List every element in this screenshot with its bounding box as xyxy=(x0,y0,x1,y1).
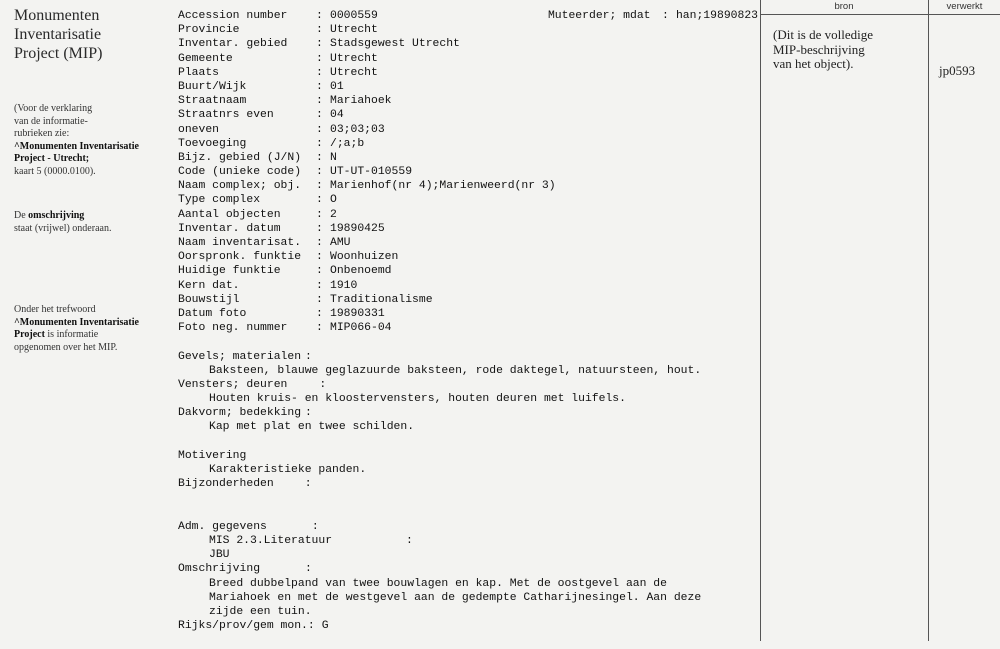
record-field-row xyxy=(178,108,758,122)
record-field-row xyxy=(178,208,758,222)
left-margin xyxy=(14,6,164,353)
field-separator: : xyxy=(316,80,323,93)
verwerkt-value: jp0593 xyxy=(939,63,976,78)
table-header-rule xyxy=(760,14,1000,15)
dakvorm-text: Kap met plat en twee schilden. xyxy=(209,421,415,434)
field-separator: : xyxy=(316,66,323,79)
table-divider-middle xyxy=(928,0,929,641)
table-divider-left xyxy=(760,0,761,641)
field-separator: : xyxy=(661,10,669,22)
mip-record xyxy=(178,9,758,633)
record-field-row xyxy=(178,151,758,165)
record-field-row xyxy=(178,321,758,335)
record-field-row xyxy=(178,222,758,236)
field-separator: : xyxy=(316,109,323,122)
record-fields xyxy=(178,9,758,335)
field-label: Gemeente xyxy=(178,52,233,65)
section-motivering: Motivering xyxy=(178,449,247,462)
section-vensters: Vensters; deuren : xyxy=(178,378,327,391)
field-value: 2 xyxy=(330,208,337,221)
mutation-info xyxy=(548,9,758,23)
field-label: Inventar. gebied xyxy=(178,38,288,51)
field-separator: : xyxy=(316,222,323,235)
field-separator: : xyxy=(316,293,323,306)
field-separator: : xyxy=(316,166,323,179)
section-dakvorm: Dakvorm; bedekking : xyxy=(178,407,312,420)
record-field-row xyxy=(178,66,758,80)
field-separator: : xyxy=(316,137,323,150)
field-value: O xyxy=(330,194,337,207)
field-value: Woonhuizen xyxy=(330,251,399,264)
field-value: Mariahoek xyxy=(330,95,392,108)
record-field-row xyxy=(178,23,758,37)
section-bijzonderheden: Bijzonderheden : xyxy=(178,478,312,491)
field-label: Naam complex; obj. xyxy=(178,180,302,193)
record-field-row xyxy=(178,179,758,193)
field-value: 1910 xyxy=(330,279,358,292)
field-separator: : xyxy=(316,265,323,278)
field-label: Provincie xyxy=(178,24,240,37)
record-field-row xyxy=(178,9,758,23)
omschrijving-line-1: Breed dubbelpand van twee bouwlagen en kap. Met de oostgevel aan de xyxy=(209,577,667,590)
field-separator: : xyxy=(316,208,323,221)
field-separator: : xyxy=(316,52,323,65)
field-separator: : xyxy=(316,38,323,51)
field-label: Straatnrs even xyxy=(178,109,274,122)
motivering-text: Karakteristieke panden. xyxy=(209,464,367,477)
record-field-row xyxy=(178,250,758,264)
field-value: N xyxy=(330,151,337,164)
field-label: Accession number xyxy=(178,10,288,22)
field-value: Utrecht xyxy=(330,52,378,65)
record-field-row xyxy=(178,37,758,51)
field-label: Bouwstijl xyxy=(178,293,240,306)
record-field-row xyxy=(178,193,758,207)
field-label: Straatnaam xyxy=(178,95,247,108)
field-separator: : xyxy=(316,151,323,164)
field-label: Type complex xyxy=(178,194,261,207)
record-field-row xyxy=(178,236,758,250)
bron-text: (Dit is de volledige MIP-beschrijving van het object). xyxy=(773,27,874,71)
field-separator: : xyxy=(316,279,323,292)
field-separator: : xyxy=(316,307,323,320)
field-value: 01 xyxy=(330,80,344,93)
record-field-row xyxy=(178,123,758,137)
field-value: Onbenoemd xyxy=(330,265,392,278)
field-value: 19890331 xyxy=(330,307,385,320)
record-field-row xyxy=(178,264,758,278)
section-rijks: Rijks/prov/gem mon.: G xyxy=(178,620,329,633)
field-label: Kern dat. xyxy=(178,279,240,292)
explanation-note: (Voor de verklaring van de informatie- rubrieken zie: ^Monumenten Inventarisatie Project - Utrecht; kaart 5 (0000.0100). xyxy=(14,103,139,177)
field-label: Naam inventarisat. xyxy=(178,237,302,249)
field-label: Toevoeging xyxy=(178,137,247,150)
section-omschrijving: Omschrijving : xyxy=(178,563,312,576)
field-label: Inventar. datum xyxy=(178,222,281,235)
record-field-row xyxy=(178,307,758,321)
field-label: Code (unieke code) xyxy=(178,166,302,179)
field-label: Bijz. gebied (J/N) xyxy=(178,151,302,164)
field-value: 03;03;03 xyxy=(330,123,385,136)
field-label: Buurt/Wijk xyxy=(178,80,247,93)
description-note: De omschrijving staat (vrijwel) onderaan. xyxy=(14,210,112,234)
field-separator: : xyxy=(316,123,323,136)
omschrijving-line-2: Mariahoek en met de westgevel aan de gedempte Catharijnesingel. Aan deze xyxy=(209,591,702,604)
field-separator: : xyxy=(316,237,323,249)
field-label: Huidige funktie xyxy=(178,265,281,278)
field-value: 0000559 xyxy=(330,10,378,22)
record-field-row xyxy=(178,293,758,307)
field-separator: : xyxy=(316,180,323,193)
record-field-row xyxy=(178,165,758,179)
adm-value: JBU xyxy=(209,549,230,562)
field-label: oneven xyxy=(178,123,220,136)
field-value: Utrecht xyxy=(330,24,378,37)
field-label: Aantal objecten xyxy=(178,208,281,221)
field-label: Oorspronk. funktie xyxy=(178,251,302,264)
field-separator: : xyxy=(316,194,323,207)
omschrijving-line-3: zijde een tuin. xyxy=(209,605,312,618)
field-separator: : xyxy=(316,95,323,108)
record-field-row xyxy=(178,279,758,293)
field-separator: : xyxy=(316,10,323,22)
collection-title: Monumenten Inventarisatie Project (MIP) xyxy=(14,7,103,62)
adm-literatuur: MIS 2.3.Literatuur : xyxy=(209,535,413,547)
field-value: 04 xyxy=(330,109,344,122)
mutation-value: han;19890823 xyxy=(675,10,758,22)
field-value: Traditionalisme xyxy=(330,293,433,306)
field-value: AMU xyxy=(330,237,351,249)
record-field-row xyxy=(178,137,758,151)
field-value: Marienhof(nr 4);Marienweerd(nr 3) xyxy=(330,180,556,193)
keyword-note: Onder het trefwoord ^Monumenten Inventarisatie Project is informatie opgenomen over het MIP. xyxy=(14,304,139,353)
field-separator: : xyxy=(316,251,323,264)
section-gevels: Gevels; materialen : xyxy=(178,350,312,363)
field-label: Plaats xyxy=(178,66,220,79)
record-field-row xyxy=(178,94,758,108)
field-value: Utrecht xyxy=(330,66,378,79)
header-bron: bron xyxy=(834,1,854,12)
source-table xyxy=(760,0,1000,649)
mutation-label: Muteerder; mdat xyxy=(547,10,651,22)
field-value: Stadsgewest Utrecht xyxy=(330,38,460,51)
header-verwerkt: verwerkt xyxy=(946,1,983,12)
field-value: /;a;b xyxy=(330,137,365,150)
record-field-row xyxy=(178,52,758,66)
record-field-row xyxy=(178,80,758,94)
field-separator: : xyxy=(316,24,323,37)
section-adm: Adm. gegevens : xyxy=(178,520,319,533)
field-separator: : xyxy=(316,322,323,335)
vensters-text: Houten kruis- en kloostervensters, houten deuren met luifels. xyxy=(209,393,626,406)
field-value: MIP066-04 xyxy=(330,322,392,335)
gevels-text: Baksteen, blauwe geglazuurde baksteen, rode daktegel, natuursteen, hout. xyxy=(209,364,702,377)
field-label: Datum foto xyxy=(178,307,247,320)
field-value: 19890425 xyxy=(330,222,385,235)
field-value: UT-UT-010559 xyxy=(330,166,413,179)
field-label: Foto neg. nummer xyxy=(178,322,288,335)
